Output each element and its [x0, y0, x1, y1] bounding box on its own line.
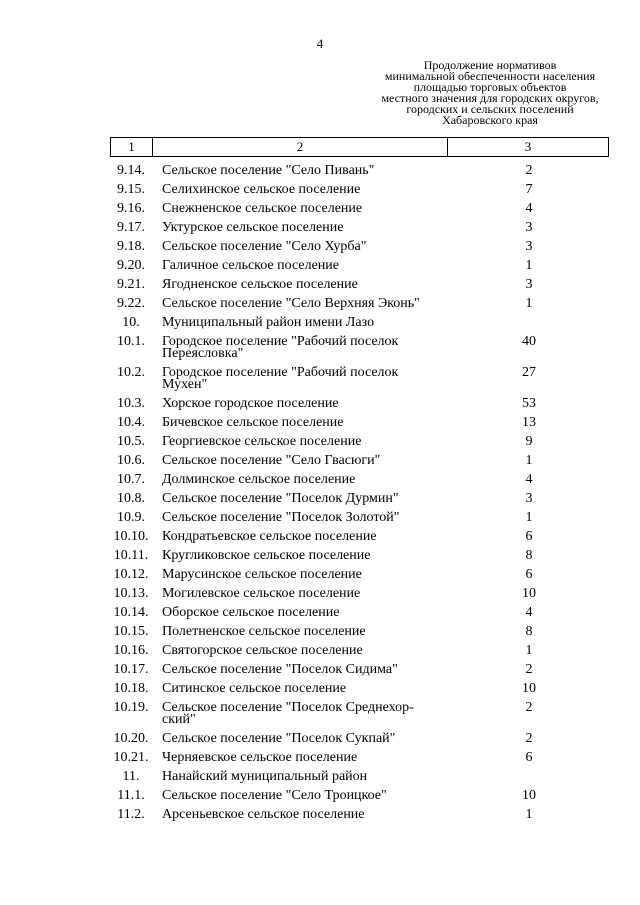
- table-row: [0, 276, 640, 295]
- table-row: [0, 395, 640, 414]
- column-header-1: 1: [111, 138, 153, 156]
- header-note-line: площадью торговых объектов: [413, 80, 567, 94]
- table-row: [0, 162, 640, 181]
- settlement-name: Кондратьевское сельское поселение: [162, 529, 377, 544]
- row-number: 10.12.: [113, 567, 149, 582]
- norm-value: 3: [525, 491, 533, 506]
- row-number: 11.1.: [117, 788, 145, 803]
- table-row: [0, 314, 640, 333]
- settlement-name: Нанайский муниципальный район: [162, 769, 368, 784]
- table-row: [0, 547, 640, 566]
- table-row: [0, 749, 640, 768]
- table-row: [0, 433, 640, 452]
- norm-value: 1: [525, 296, 533, 311]
- header-note-line: минимальной обеспеченности населения: [384, 69, 596, 83]
- table-row: [0, 295, 640, 314]
- row-number: 9.22.: [117, 296, 145, 311]
- row-number: 10.3.: [117, 396, 145, 411]
- settlement-name: Георгиевское сельское поселение: [162, 434, 362, 449]
- settlement-name: Бичевское сельское поселение: [162, 415, 344, 430]
- norm-value: 3: [525, 239, 533, 254]
- row-number: 10.18.: [113, 681, 149, 696]
- table-row: [0, 699, 640, 730]
- column-header-2: 2: [153, 138, 448, 156]
- row-number: 10.15.: [113, 624, 149, 639]
- settlement-name: Оборское сельское поселение: [162, 605, 340, 620]
- row-number: 9.14.: [117, 163, 145, 178]
- row-number: 9.18.: [117, 239, 145, 254]
- norm-value: 6: [525, 750, 533, 765]
- row-number: 10.6.: [117, 453, 145, 468]
- settlement-name: Сельское поселение "Село Верхняя Эконь": [162, 296, 420, 311]
- row-number: 10.7.: [117, 472, 145, 487]
- settlement-name: Сельское поселение "Поселок Сидима": [162, 662, 398, 677]
- row-number: 10.8.: [117, 491, 145, 506]
- norm-value: 2: [525, 700, 533, 715]
- settlement-name: Сельское поселение "Село Троицкое": [162, 788, 387, 803]
- settlement-name: Черняевское сельское поселение: [162, 750, 358, 765]
- row-number: 10.4.: [117, 415, 145, 430]
- norm-value: 2: [525, 163, 533, 178]
- table-row: [0, 661, 640, 680]
- row-number: 10.19.: [113, 700, 149, 715]
- norm-value: 27: [522, 365, 536, 380]
- column-header-row: [110, 137, 609, 157]
- row-number: 10.9.: [117, 510, 145, 525]
- norms-table-body: [0, 162, 640, 825]
- settlement-name: Сельское поселение "Поселок Золотой": [162, 510, 400, 525]
- table-row: [0, 219, 640, 238]
- row-number: 10.10.: [113, 529, 149, 544]
- norm-value: 10: [522, 788, 536, 803]
- header-note-line: городских и сельских поселений: [406, 102, 574, 116]
- settlement-name: Сельское поселение "Поселок Среднехор- ский": [162, 700, 414, 727]
- row-number: 10.13.: [113, 586, 149, 601]
- settlement-name: Сельское поселение "Село Хурба": [162, 239, 367, 254]
- row-number: 11.2.: [117, 807, 145, 822]
- row-number: 11.: [122, 769, 140, 784]
- settlement-name: Сельское поселение "Село Пивань": [162, 163, 375, 178]
- table-row: [0, 585, 640, 604]
- table-row: [0, 680, 640, 699]
- row-number: 10.14.: [113, 605, 149, 620]
- row-number: 10.: [122, 315, 140, 330]
- settlement-name: Сельское поселение "Поселок Дурмин": [162, 491, 399, 506]
- norm-value: 1: [525, 510, 533, 525]
- norm-value: 1: [525, 807, 533, 822]
- table-row: [0, 471, 640, 490]
- settlement-name: Селихинское сельское поселение: [162, 182, 361, 197]
- settlement-name: Муниципальный район имени Лазо: [162, 315, 375, 330]
- table-row: [0, 566, 640, 585]
- norm-value: 6: [525, 529, 533, 544]
- row-number: 9.15.: [117, 182, 145, 197]
- norm-value: 6: [525, 567, 533, 582]
- table-row: [0, 730, 640, 749]
- table-row: [0, 364, 640, 395]
- settlement-name: Снежненское сельское поселение: [162, 201, 363, 216]
- norm-value: 4: [525, 201, 533, 216]
- row-number: 10.20.: [113, 731, 149, 746]
- row-number: 9.20.: [117, 258, 145, 273]
- settlement-name: Ситинское сельское поселение: [162, 681, 347, 696]
- norm-value: 1: [525, 643, 533, 658]
- table-row: [0, 490, 640, 509]
- table-row: [0, 181, 640, 200]
- header-note-line: Продолжение нормативов: [423, 58, 557, 72]
- table-row: [0, 238, 640, 257]
- norm-value: 3: [525, 220, 533, 235]
- norm-value: 3: [525, 277, 533, 292]
- settlement-name: Кругликовское сельское поселение: [162, 548, 371, 563]
- norm-value: 7: [525, 182, 533, 197]
- settlement-name: Полетненское сельское поселение: [162, 624, 366, 639]
- table-row: [0, 452, 640, 471]
- norm-value: 40: [522, 334, 536, 349]
- table-row: [0, 200, 640, 219]
- settlement-name: Городское поселение "Рабочий поселок Переясловка": [162, 334, 399, 361]
- norm-value: 8: [525, 548, 533, 563]
- table-row: [0, 528, 640, 547]
- row-number: 10.2.: [117, 365, 145, 380]
- norm-value: 1: [525, 453, 533, 468]
- settlement-name: Сельское поселение "Поселок Сукпай": [162, 731, 396, 746]
- row-number: 9.16.: [117, 201, 145, 216]
- row-number: 10.21.: [113, 750, 149, 765]
- page-number: 4: [316, 36, 324, 51]
- table-row: [0, 333, 640, 364]
- norm-value: 2: [525, 662, 533, 677]
- header-note: [340, 60, 640, 126]
- norm-value: 1: [525, 258, 533, 273]
- row-number: 9.17.: [117, 220, 145, 235]
- settlement-name: Могилевское сельское поселение: [162, 586, 361, 601]
- settlement-name: Долминское сельское поселение: [162, 472, 356, 487]
- settlement-name: Галичное сельское поселение: [162, 258, 339, 273]
- norm-value: 4: [525, 472, 533, 487]
- row-number: 10.5.: [117, 434, 145, 449]
- settlement-name: Ягодненское сельское поселение: [162, 277, 358, 292]
- norm-value: 13: [522, 415, 536, 430]
- table-row: [0, 806, 640, 825]
- settlement-name: Арсеньевское сельское поселение: [162, 807, 365, 822]
- norm-value: 9: [525, 434, 533, 449]
- row-number: 10.1.: [117, 334, 145, 349]
- settlement-name: Хорское городское поселение: [162, 396, 339, 411]
- table-row: [0, 604, 640, 623]
- settlement-name: Сельское поселение "Село Гвасюги": [162, 453, 381, 468]
- norm-value: 8: [525, 624, 533, 639]
- settlement-name: Городское поселение "Рабочий поселок Мухен": [162, 365, 399, 392]
- row-number: 9.21.: [117, 277, 145, 292]
- table-row: [0, 414, 640, 433]
- table-row: [0, 509, 640, 528]
- norm-value: 2: [525, 731, 533, 746]
- settlement-name: Уктурское сельское поселение: [162, 220, 344, 235]
- header-note-line: местного значения для городских округов,: [381, 91, 599, 105]
- table-row: [0, 787, 640, 806]
- table-row: [0, 768, 640, 787]
- header-note-line: Хабаровского края: [442, 113, 538, 127]
- norm-value: 4: [525, 605, 533, 620]
- column-header-3: 3: [524, 139, 532, 154]
- settlement-name: Святогорское сельское поселение: [162, 643, 363, 658]
- norm-value: 10: [522, 681, 536, 696]
- row-number: 10.11.: [113, 548, 149, 563]
- table-row: [0, 257, 640, 276]
- row-number: 10.16.: [113, 643, 149, 658]
- norm-value: 53: [522, 396, 536, 411]
- row-number: 10.17.: [113, 662, 149, 677]
- table-row: [0, 642, 640, 661]
- norm-value: 10: [522, 586, 536, 601]
- settlement-name: Марусинское сельское поселение: [162, 567, 362, 582]
- table-row: [0, 623, 640, 642]
